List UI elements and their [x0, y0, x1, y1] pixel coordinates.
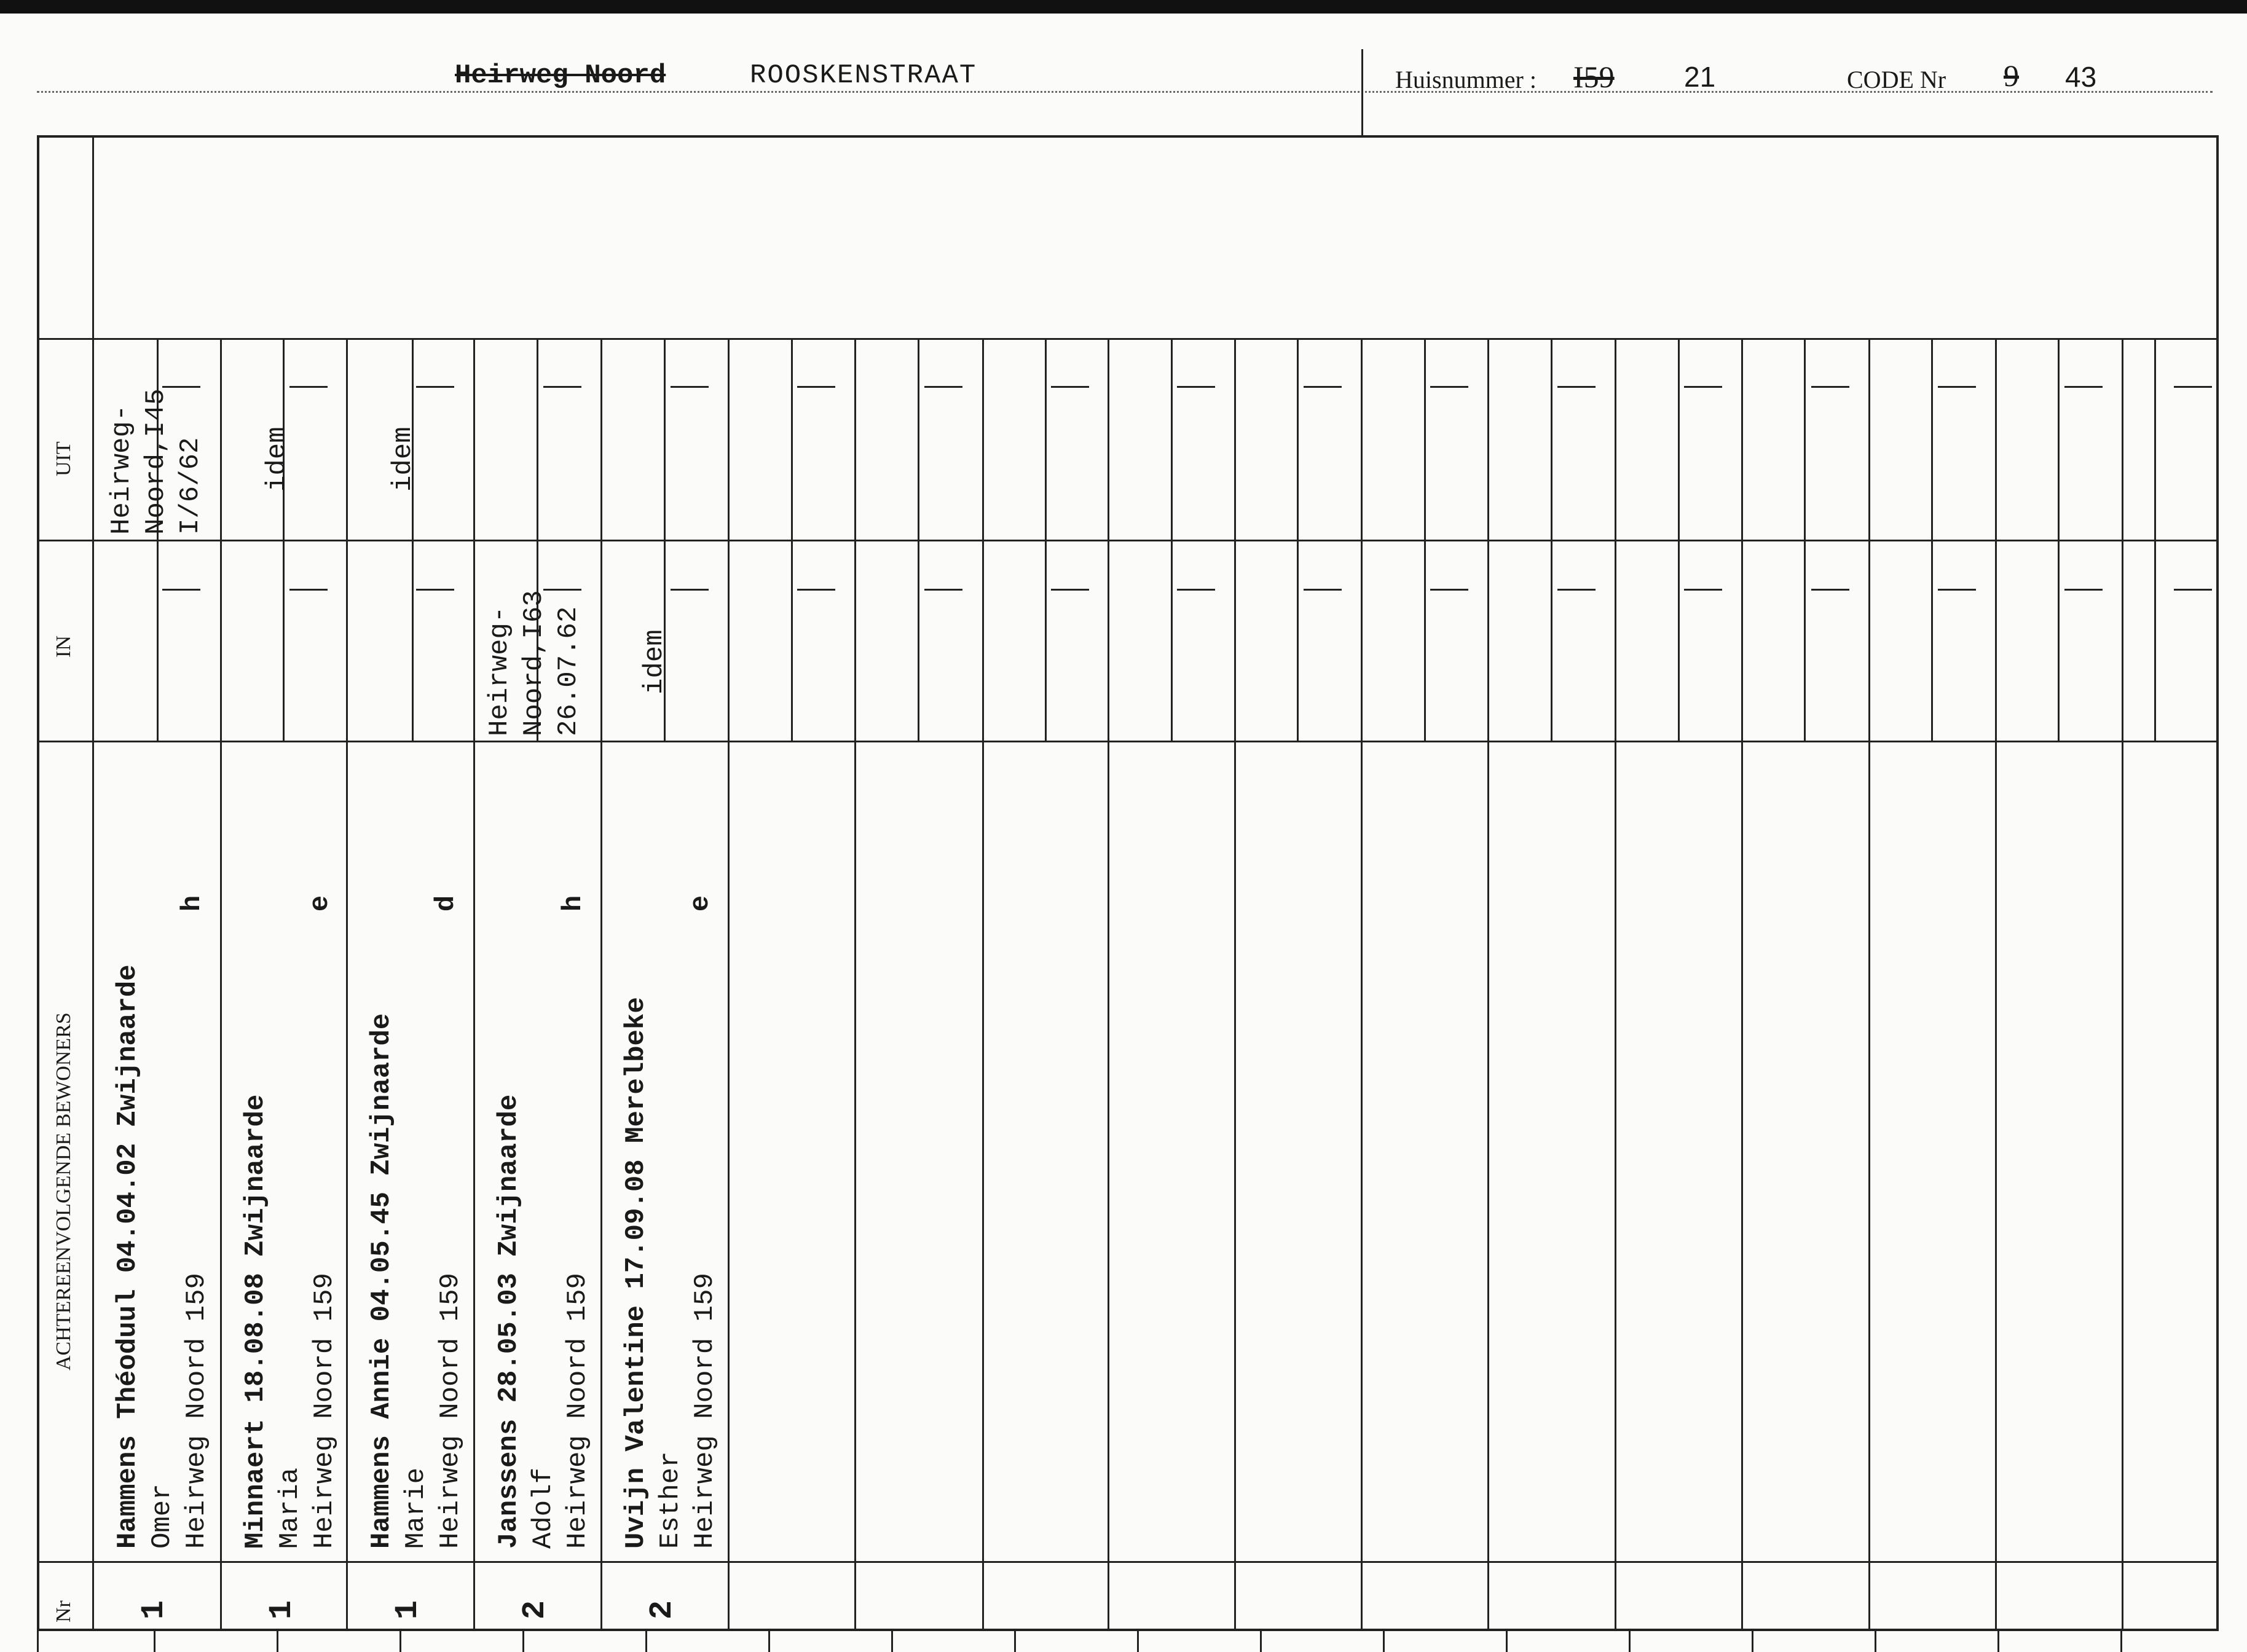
resident-firstname-line: Marie: [401, 1467, 431, 1549]
grid-line-uit: [39, 540, 2216, 541]
dash-mark-uit: [543, 386, 581, 388]
dash-mark-in: [1430, 589, 1468, 591]
code-number-new: 43: [2065, 61, 2097, 93]
bottom-tick: [1506, 1631, 1508, 1652]
dash-mark-uit: [1811, 386, 1849, 388]
dash-mark-in: [1811, 589, 1849, 591]
resident-firstname-line: Esther: [655, 1451, 686, 1549]
grid-line-column: [982, 338, 984, 1629]
label-nr: Nr: [52, 1600, 75, 1622]
bottom-tick: [154, 1631, 155, 1652]
grid-line-subcolumn: [791, 338, 793, 741]
grid-line-subcolumn: [2154, 338, 2156, 741]
house-number-label: Huisnummer :: [1395, 66, 1537, 93]
bottom-tick: [1997, 1631, 1999, 1652]
resident-address-line: Heirweg Noord 159: [181, 1273, 212, 1549]
resident-role-letter: h: [558, 895, 589, 912]
label-in: IN: [52, 635, 75, 658]
resident-number: 1: [136, 1600, 173, 1620]
grid-line-subcolumn: [2058, 338, 2060, 741]
dash-mark-in: [924, 589, 962, 591]
dash-mark-in: [2174, 589, 2212, 591]
label-uit: UIT: [52, 441, 75, 476]
dash-mark-in: [416, 589, 454, 591]
grid-line-subcolumn: [1171, 338, 1173, 741]
grid-line-subcolumn: [1931, 338, 1933, 741]
resident-address-line: Heirweg Noord 159: [309, 1273, 340, 1549]
grid-line-column: [1361, 338, 1363, 1629]
uit-line: I/6/62: [175, 437, 206, 535]
dash-mark-uit: [1177, 386, 1215, 388]
dash-mark-in: [289, 589, 328, 591]
uit-entry: [386, 427, 420, 492]
dash-mark-in: [797, 589, 835, 591]
bottom-tick: [1629, 1631, 1631, 1652]
dash-mark-uit: [1938, 386, 1976, 388]
dash-mark-in: [1684, 589, 1722, 591]
scan-top-edge: [0, 0, 2247, 14]
in-line: idem: [639, 629, 670, 694]
grid-line-in: [39, 741, 2216, 742]
resident-name-line: Uvijn Valentine 17.09.08 Merelbeke: [621, 997, 651, 1549]
in-entry: [482, 590, 586, 736]
dash-mark-uit: [797, 386, 835, 388]
grid-line-subcolumn: [412, 338, 414, 741]
bottom-tick: [277, 1631, 278, 1652]
resident-number: 1: [264, 1600, 301, 1620]
code-number-old: 9: [2004, 58, 2019, 93]
dash-mark-uit: [1557, 386, 1596, 388]
house-number-new: 21: [1684, 61, 1716, 93]
bottom-tick: [645, 1631, 647, 1652]
dash-mark-uit: [289, 386, 328, 388]
grid-line-subcolumn: [1297, 338, 1299, 741]
bottom-tick: [1137, 1631, 1139, 1652]
grid-line-subcolumn: [1551, 338, 1552, 741]
dash-mark-in: [1557, 589, 1596, 591]
dash-mark-in: [1051, 589, 1089, 591]
resident-entry: [492, 1095, 595, 1549]
grid-line-column: [1615, 338, 1616, 1629]
dash-mark-in: [671, 589, 709, 591]
uit-line: idem: [388, 427, 419, 492]
grid-line-column: [1234, 338, 1236, 1629]
resident-name-line: Hammens Annie 04.05.45 Zwijnaarde: [366, 1013, 397, 1549]
resident-number: 2: [517, 1600, 554, 1620]
in-entry: [637, 629, 672, 694]
bottom-tick: [1383, 1631, 1385, 1652]
resident-firstname-line: Maria: [275, 1467, 305, 1549]
resident-firstname-line: Adolf: [528, 1467, 559, 1549]
grid-line-column: [346, 338, 348, 1629]
bottom-tick: [1014, 1631, 1016, 1652]
dash-mark-uit: [162, 386, 200, 388]
dash-mark-uit: [2064, 386, 2103, 388]
uit-line: Noord,I45: [141, 388, 171, 535]
code-number-label: CODE Nr: [1847, 66, 1946, 93]
dash-mark-in: [1938, 589, 1976, 591]
dash-mark-in: [2064, 589, 2103, 591]
street-name-old: Heirweg Noord: [455, 60, 666, 91]
grid-line-subcolumn: [1424, 338, 1426, 741]
uit-line: idem: [262, 427, 293, 492]
grid-line-subcolumn: [1045, 338, 1047, 741]
bottom-tick: [1752, 1631, 1753, 1652]
resident-name-line: Janssens 28.05.03 Zwijnaarde: [494, 1094, 524, 1549]
dash-mark-in: [1177, 589, 1215, 591]
dash-mark-uit: [416, 386, 454, 388]
grid-line-column: [600, 338, 602, 1629]
street-name-new: ROOSKENSTRAAT: [750, 60, 977, 91]
grid-line-column: [1741, 338, 1743, 1629]
bottom-tick: [522, 1631, 524, 1652]
resident-name-line: Minnaert 18.08.08 Zwijnaarde: [240, 1094, 271, 1549]
in-line: Noord,I63: [519, 590, 549, 736]
dash-mark-uit: [924, 386, 962, 388]
dash-mark-uit: [1051, 386, 1089, 388]
grid-line-top-section: [39, 338, 2216, 340]
grid-line-column: [728, 338, 730, 1629]
uit-entry: [104, 388, 208, 535]
uit-line: Heirweg-: [106, 404, 137, 535]
house-number-old: I59: [1573, 60, 1615, 94]
resident-role-letter: d: [431, 895, 462, 912]
dash-mark-uit: [1304, 386, 1342, 388]
grid-line-column: [1108, 338, 1109, 1629]
resident-role-letter: e: [305, 895, 336, 912]
bottom-tick: [891, 1631, 893, 1652]
grid-line-column: [1995, 338, 1997, 1629]
resident-number: 2: [644, 1600, 681, 1620]
grid-line-subcolumn: [1804, 338, 1806, 741]
bottom-tick: [399, 1631, 401, 1652]
bottom-tick: [37, 1631, 39, 1652]
dash-mark-uit: [2174, 386, 2212, 388]
label-bewoners: ACHTEREENVOLGENDE BEWONERS: [52, 1012, 75, 1371]
bottom-tick: [2120, 1631, 2122, 1652]
card-header: [37, 43, 2213, 123]
grid-line-label-column: [92, 138, 94, 1629]
grid-line-subcolumn: [918, 338, 919, 741]
grid-line-bewoners: [39, 1561, 2216, 1563]
resident-address-line: Heirweg Noord 159: [435, 1273, 466, 1549]
resident-role-letter: e: [685, 895, 717, 912]
dash-mark-in: [162, 589, 200, 591]
grid-line-column: [1868, 338, 1870, 1629]
resident-firstname-line: Omer: [147, 1484, 178, 1549]
in-line: 26.07.62: [553, 606, 584, 736]
resident-entry: [238, 1095, 342, 1549]
grid-line-subcolumn: [283, 338, 285, 741]
grid-line-column: [220, 338, 222, 1629]
resident-number: 1: [390, 1600, 427, 1620]
header-divider: [1361, 49, 1363, 135]
resident-address-line: Heirweg Noord 159: [562, 1273, 593, 1549]
dash-mark-uit: [1430, 386, 1468, 388]
bottom-tick: [1260, 1631, 1262, 1652]
dash-mark-uit: [671, 386, 709, 388]
dash-mark-in: [1304, 589, 1342, 591]
resident-address-line: Heirweg Noord 159: [690, 1273, 720, 1549]
bottom-tick: [768, 1631, 770, 1652]
in-line: Heirweg-: [484, 606, 515, 736]
grid-line-column: [854, 338, 856, 1629]
grid-line-column: [1487, 338, 1489, 1629]
resident-entry: [111, 964, 214, 1549]
uit-entry: [260, 427, 294, 492]
resident-entry: [364, 1013, 468, 1549]
grid-line-subcolumn: [1678, 338, 1680, 741]
grid-line-column: [2122, 338, 2123, 1629]
resident-entry: [619, 997, 722, 1549]
dash-mark-uit: [1684, 386, 1722, 388]
resident-role-letter: h: [177, 895, 208, 912]
grid-line-column: [473, 338, 475, 1629]
resident-name-line: Hammens Théoduul 04.04.02 Zwijnaarde: [112, 964, 143, 1549]
bottom-tick: [1875, 1631, 1876, 1652]
